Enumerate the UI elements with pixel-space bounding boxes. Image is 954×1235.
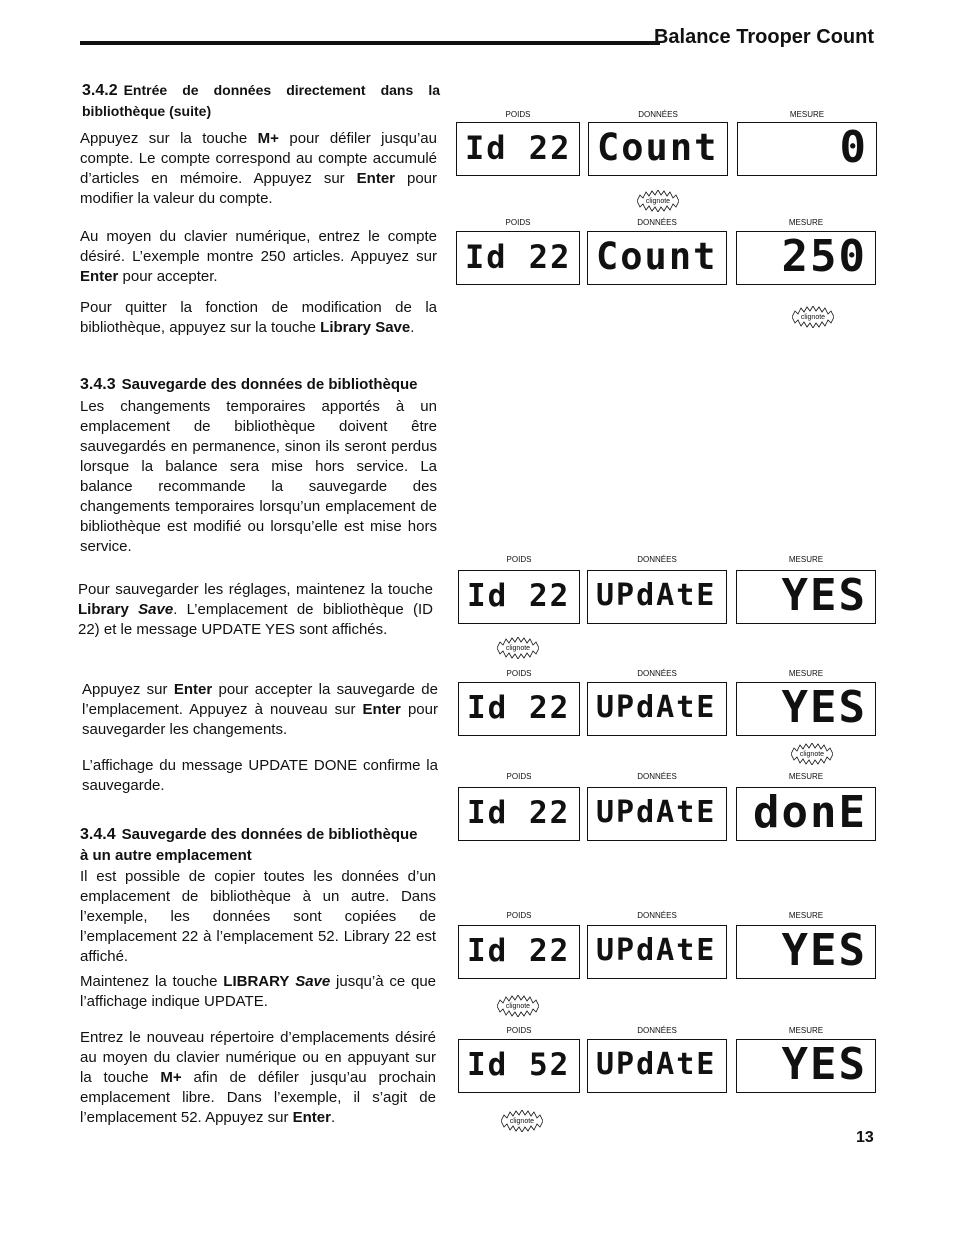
lcd-data-display: Count	[588, 122, 728, 176]
section-number: 3.4.2	[82, 82, 118, 99]
paragraph: Appuyez sur Enter pour accepter la sauvegarde de l’emplacement. Appuyez à nouveau sur Enter pour sauvegarder les changements.	[82, 681, 438, 738]
paragraph: Les changements temporaires apportés à un emplacement de bibliothèque doivent être sauvegardés en permanence, sinon ils seront perdus lorsque la balance sera mise hors service. La balance recommande la sauvegarde des changements temporaires lorsqu’un emplacement de bibliothèque est modifié ou lorsqu’elle est mise hors service.	[80, 398, 437, 555]
label-donnees: DONNÉES	[637, 218, 677, 227]
label-mesure: MESURE	[788, 555, 824, 564]
label-mesure: MESURE	[788, 1026, 824, 1035]
section-heading-3-4-2	[82, 80, 440, 122]
section-title-line1: Sauvegarde des données de bibliothèque	[121, 826, 418, 843]
key-m-plus: M+	[160, 1069, 182, 1086]
lcd-data-display: UPdAtE	[587, 570, 727, 624]
lcd-weight-display: Id 22	[458, 570, 580, 624]
key-library: LIBRARY	[223, 973, 290, 990]
section-heading-3-4-3	[80, 374, 440, 395]
paragraph: Il est possible de copier toutes les données d’un emplacement de bibliothèque à un autre. Dans l’exemple, les données sont copiées de l’emplacement 22 à l’emplacement 52. Library 22 est affiché.	[80, 868, 436, 965]
blink-label: clignote	[645, 197, 671, 205]
label-mesure: MESURE	[788, 669, 824, 678]
label-donnees: DONNÉES	[637, 1026, 677, 1035]
blink-badge	[497, 637, 539, 659]
lcd-measure-display: YES	[736, 1039, 876, 1093]
key-enter: Enter	[292, 1109, 331, 1126]
label-poids: POIDS	[506, 772, 532, 781]
key-enter: Enter	[362, 701, 401, 718]
paragraph: Pour quitter la fonction de modification de la bibliothèque, appuyez sur la touche Library Save.	[80, 299, 437, 336]
lcd-measure-display: 250	[736, 231, 876, 285]
section-number: 3.4.4	[80, 826, 116, 843]
lcd-weight-display: Id 22	[456, 231, 580, 285]
section-number: 3.4.3	[80, 376, 116, 393]
lcd-weight-display: Id 22	[458, 787, 580, 841]
label-mesure: MESURE	[788, 772, 824, 781]
lcd-data-display: Count	[587, 231, 727, 285]
page-number: 13	[856, 1129, 874, 1146]
key-enter: Enter	[173, 681, 213, 698]
key-save: Save	[295, 973, 331, 990]
section-title-line1: Entrée de données directement dans la	[123, 82, 440, 98]
key-enter: Enter	[80, 268, 119, 285]
lcd-data-display: UPdAtE	[587, 925, 727, 979]
blink-label: clignote	[505, 644, 531, 652]
blink-badge	[792, 306, 834, 328]
key-enter: Enter	[356, 170, 395, 187]
blink-label: clignote	[799, 750, 825, 758]
lcd-data-display: UPdAtE	[587, 1039, 727, 1093]
label-poids: POIDS	[506, 669, 532, 678]
section-title-line2: bibliothèque (suite)	[82, 103, 212, 119]
lcd-data-display: UPdAtE	[587, 682, 727, 736]
lcd-weight-display: Id 22	[458, 682, 580, 736]
blink-label: clignote	[505, 1002, 531, 1010]
page-header-title: Balance Trooper Count	[653, 26, 874, 48]
section-title: Sauvegarde des données de bibliothèque	[121, 376, 418, 393]
key-save: Save	[138, 601, 174, 618]
blink-badge	[501, 1110, 543, 1132]
label-poids: POIDS	[506, 911, 532, 920]
lcd-weight-display: Id 52	[458, 1039, 580, 1093]
blink-label: clignote	[509, 1117, 535, 1125]
blink-badge	[497, 995, 539, 1017]
paragraph: Maintenez la touche LIBRARY Save jusqu’à ce que l’affichage indique UPDATE.	[80, 973, 437, 1010]
blink-badge	[791, 743, 833, 765]
label-poids: POIDS	[505, 110, 531, 119]
paragraph: Pour sauvegarder les réglages, maintenez la touche Library Save. L’emplacement de bibliothèque (ID 22) et le message UPDATE YES sont affichés.	[78, 581, 434, 638]
key-library: Library	[78, 601, 129, 618]
section-title-line2: à un autre emplacement	[80, 847, 252, 864]
lcd-measure-display: YES	[736, 570, 876, 624]
label-donnees: DONNÉES	[638, 110, 678, 119]
blink-badge	[637, 190, 679, 212]
label-donnees: DONNÉES	[637, 669, 677, 678]
label-donnees: DONNÉES	[637, 772, 677, 781]
lcd-weight-display: Id 22	[456, 122, 580, 176]
lcd-weight-display: Id 22	[458, 925, 580, 979]
paragraph: Au moyen du clavier numérique, entrez le compte désiré. L’exemple montre 250 articles. Appuyez sur Enter pour accepter.	[80, 228, 437, 285]
paragraph: Entrez le nouveau répertoire d’emplacements désiré au moyen du clavier numérique ou en appuyant sur la touche M+ afin de défiler jusqu’au prochain emplacement libre. Dans l’exemple, il s’agit de l’emplacement 52. Appuyez sur Enter.	[80, 1029, 436, 1126]
label-mesure: MESURE	[788, 911, 824, 920]
label-donnees: DONNÉES	[637, 911, 677, 920]
label-poids: POIDS	[506, 1026, 532, 1035]
lcd-measure-display: 0	[737, 122, 877, 176]
paragraph: Appuyez sur la touche M+ pour défiler jusqu’au compte. Le compte correspond au compte accumulé d’articles en mémoire. Appuyez sur Enter pour modifier la valeur du compte.	[80, 130, 437, 207]
header-rule	[80, 41, 660, 45]
paragraph: L’affichage du message UPDATE DONE confirme la sauvegarde.	[82, 757, 438, 794]
label-poids: POIDS	[505, 218, 531, 227]
label-mesure: MESURE	[789, 110, 825, 119]
key-library-save: Library Save	[320, 319, 411, 336]
lcd-measure-display: YES	[736, 682, 876, 736]
lcd-measure-display: YES	[736, 925, 876, 979]
lcd-data-display: UPdAtE	[587, 787, 727, 841]
label-donnees: DONNÉES	[637, 555, 677, 564]
label-poids: POIDS	[506, 555, 532, 564]
section-heading-3-4-4	[80, 824, 440, 866]
blink-label: clignote	[800, 313, 826, 321]
key-m-plus: M+	[257, 130, 279, 147]
label-mesure: MESURE	[788, 218, 824, 227]
lcd-measure-display: donE	[736, 787, 876, 841]
